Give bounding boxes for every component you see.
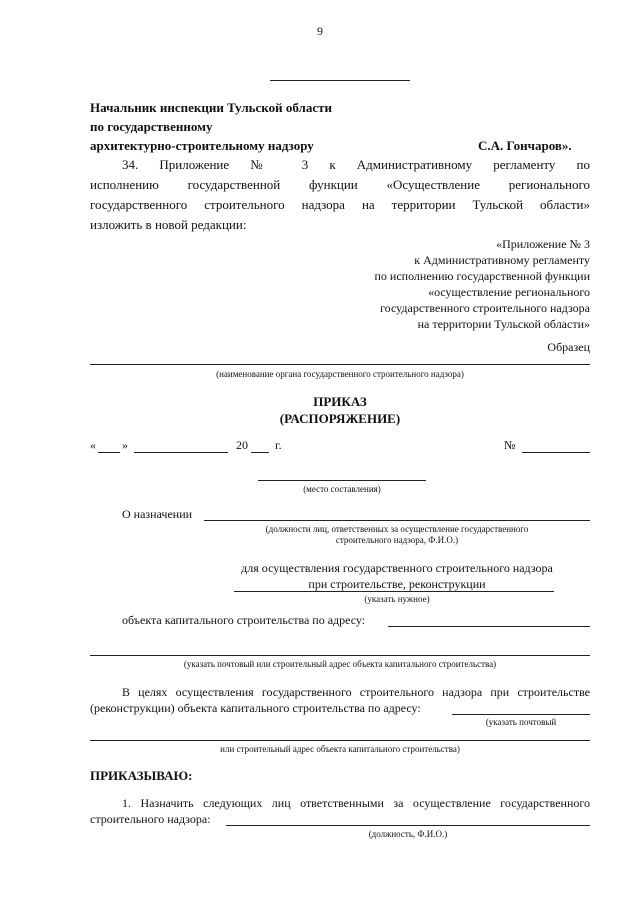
- appendix-line-3: по исполнению государственной функции: [374, 269, 590, 283]
- date-month-line: [134, 452, 228, 453]
- sample-label: Образец: [547, 340, 590, 354]
- appendix-line-4: «осуществление регионального: [428, 285, 590, 299]
- organ-name-line: [90, 364, 590, 365]
- organ-caption: (наименование органа государственного строительного надзора): [216, 369, 464, 379]
- purpose-paragraph-line-1: В целях осуществления государственного строительного надзора при строительстве: [122, 685, 590, 699]
- appointment-caption-2: строительного надзора, Ф.И.О.): [335, 535, 459, 545]
- order-word: ПРИКАЗЫВАЮ:: [90, 768, 193, 783]
- item-1-line-1: 1. Назначить следующих лиц ответственными за осуществление государственного: [122, 796, 590, 810]
- signature-line-1: Начальник инспекции Тульской области: [90, 100, 332, 115]
- purpose-line-2: при строительстве, реконструкции: [308, 577, 486, 591]
- object-address-line-1: [388, 626, 590, 627]
- purpose-caption-line-2: или строительный адрес объекта капитального строительства): [220, 744, 460, 754]
- place-line: [258, 480, 426, 481]
- date-year-suffix: г.: [275, 438, 282, 452]
- purpose-caption: (указать нужное): [364, 594, 430, 604]
- item-1-caption: (должность, Ф.И.О.): [368, 829, 448, 839]
- date-day-line: [98, 452, 120, 453]
- item-1-line: [226, 825, 590, 826]
- date-open-quote: «: [90, 438, 96, 452]
- paragraph-34-line-4: изложить в новой редакции:: [90, 217, 247, 232]
- document-subtitle: (РАСПОРЯЖЕНИЕ): [279, 411, 401, 426]
- appointment-label: О назначении: [122, 507, 193, 521]
- signature-line-3: архитектурно-строительному надзору: [90, 138, 314, 153]
- appendix-line-5: государственного строительного надзора: [380, 301, 590, 315]
- signature-name: С.А. Гончаров».: [478, 138, 572, 153]
- date-close-quote: »: [122, 438, 128, 452]
- paragraph-34-line-1: 34. Приложение № 3 к Административному регламенту по: [122, 157, 590, 172]
- number-sign: №: [504, 438, 516, 452]
- separator-line: [270, 80, 410, 81]
- date-year-prefix: 20: [236, 438, 248, 452]
- purpose-line-1: для осуществления государственного строительного надзора: [241, 561, 553, 575]
- date-year-line: [251, 452, 269, 453]
- place-caption: (место составления): [303, 484, 381, 494]
- object-address-line-2: [90, 655, 590, 656]
- appendix-line-1: «Приложение № 3: [496, 237, 590, 251]
- object-label: объекта капитального строительства по адресу:: [122, 613, 366, 627]
- document-number-line: [522, 452, 590, 453]
- paragraph-34-line-2: исполнению государственной функции «Осуществление регионального: [90, 177, 590, 192]
- appointment-line: [204, 520, 590, 521]
- appointment-caption-1: (должности лиц, ответственных за осуществление государственного: [265, 524, 529, 534]
- document-title: ПРИКАЗ: [313, 394, 367, 409]
- page-number: 9: [317, 24, 323, 38]
- signature-line-2: по государственному: [90, 119, 213, 134]
- purpose-address-line-1: [452, 714, 590, 715]
- item-1-line-2: строительного надзора:: [90, 812, 211, 826]
- address-caption: (указать почтовый или строительный адрес объекта капитального строительства): [183, 659, 497, 669]
- purpose-paragraph-line-2: (реконструкции) объекта капитального строительства по адресу:: [90, 701, 421, 715]
- appendix-line-6: на территории Тульской области»: [417, 317, 590, 331]
- purpose-address-line-2: [90, 740, 590, 741]
- purpose-caption-right: (указать почтовый: [485, 717, 557, 727]
- paragraph-34-line-3: государственного строительного надзора на территории Тульской области»: [90, 197, 590, 212]
- appendix-line-2: к Административному регламенту: [414, 253, 590, 267]
